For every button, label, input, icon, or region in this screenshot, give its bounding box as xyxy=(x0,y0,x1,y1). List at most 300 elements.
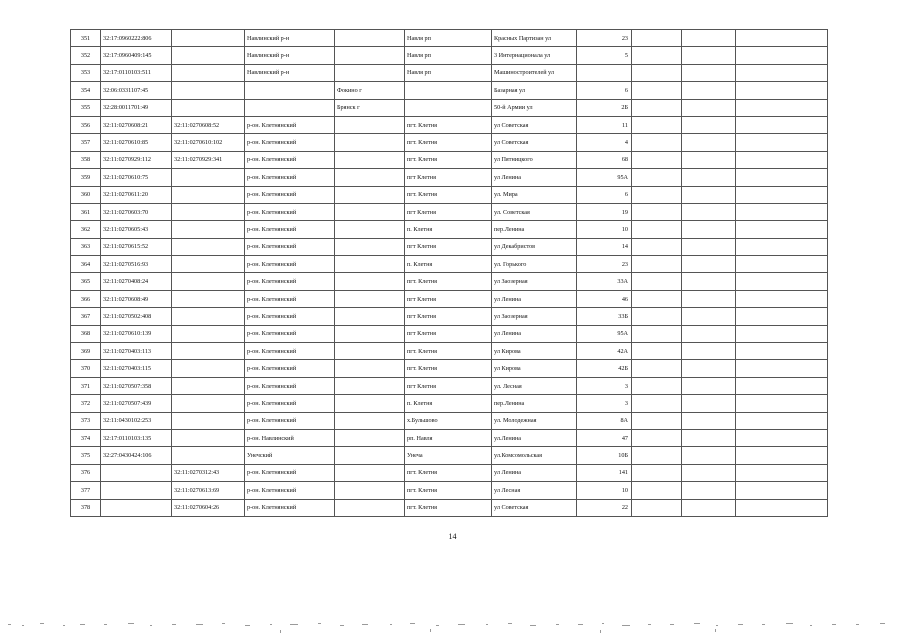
street-cell: ул. Лесная xyxy=(492,377,577,394)
parent-cadastral-number-cell: 32:11:0270608:52 xyxy=(172,116,245,133)
parent-cadastral-number-cell xyxy=(172,308,245,325)
city-cell xyxy=(335,186,405,203)
cadastral-number-cell: 32:28:0011701:49 xyxy=(101,99,172,116)
extra-col-a-cell xyxy=(632,134,682,151)
extra-col-c-cell xyxy=(736,151,828,168)
extra-col-b-cell xyxy=(682,256,736,273)
extra-col-b-cell xyxy=(682,377,736,394)
extra-col-a-cell xyxy=(632,99,682,116)
district-cell: р-он. Клетнянский xyxy=(245,360,335,377)
parent-cadastral-number-cell xyxy=(172,82,245,99)
table-row xyxy=(71,464,828,481)
city-cell xyxy=(335,47,405,64)
settlement-cell: Навля рп xyxy=(405,47,492,64)
district-cell: р-он. Клетнянский xyxy=(245,308,335,325)
extra-col-a-cell xyxy=(632,429,682,446)
extra-col-c-cell xyxy=(736,169,828,186)
city-cell xyxy=(335,429,405,446)
extra-col-a-cell xyxy=(632,116,682,133)
parent-cadastral-number-cell: 32:11:0270312:43 xyxy=(172,464,245,481)
table-row xyxy=(71,47,828,64)
table-row xyxy=(71,482,828,499)
extra-col-a-cell xyxy=(632,30,682,47)
extra-col-b-cell xyxy=(682,325,736,342)
row-number-cell: 362 xyxy=(71,221,101,238)
cadastral-number-cell: 32:11:0430102:253 xyxy=(101,412,172,429)
extra-col-a-cell xyxy=(632,169,682,186)
table-row xyxy=(71,429,828,446)
house-number-cell: 47 xyxy=(577,429,632,446)
extra-col-c-cell xyxy=(736,47,828,64)
table-row xyxy=(71,325,828,342)
street-cell: ул.Ленина xyxy=(492,429,577,446)
settlement-cell: пгт Клетня xyxy=(405,377,492,394)
extra-col-c-cell xyxy=(736,116,828,133)
house-number-cell: 3 xyxy=(577,395,632,412)
settlement-cell: х.Бульшово xyxy=(405,412,492,429)
extra-col-c-cell xyxy=(736,412,828,429)
house-number-cell: 42Б xyxy=(577,360,632,377)
street-cell: ул Декабристов xyxy=(492,238,577,255)
settlement-cell: п. Клетня xyxy=(405,221,492,238)
house-number-cell: 10 xyxy=(577,482,632,499)
street-cell: ул Советская xyxy=(492,116,577,133)
extra-col-a-cell xyxy=(632,64,682,81)
row-number-cell: 374 xyxy=(71,429,101,446)
extra-col-a-cell xyxy=(632,499,682,516)
settlement-cell: пгт. Клетня xyxy=(405,134,492,151)
settlement-cell: пгт. Клетня xyxy=(405,186,492,203)
parent-cadastral-number-cell: 32:11:0270604:26 xyxy=(172,499,245,516)
city-cell xyxy=(335,482,405,499)
extra-col-a-cell xyxy=(632,273,682,290)
settlement-cell: пгт. Клетня xyxy=(405,499,492,516)
cadastral-number-cell: 32:17:0960409:145 xyxy=(101,47,172,64)
city-cell xyxy=(335,325,405,342)
street-cell: ул. Молодежная xyxy=(492,412,577,429)
settlement-cell: пгт Клетня xyxy=(405,169,492,186)
extra-col-a-cell xyxy=(632,482,682,499)
house-number-cell: 6 xyxy=(577,82,632,99)
street-cell: ул. Советская xyxy=(492,203,577,220)
extra-col-a-cell xyxy=(632,377,682,394)
house-number-cell: 5 xyxy=(577,47,632,64)
cadastral-number-cell: 32:17:0960222:806 xyxy=(101,30,172,47)
settlement-cell: пгт. Клетня xyxy=(405,482,492,499)
settlement-cell xyxy=(405,82,492,99)
row-number-cell: 351 xyxy=(71,30,101,47)
settlement-cell: пгт. Клетня xyxy=(405,151,492,168)
extra-col-c-cell xyxy=(736,186,828,203)
street-cell: ул Кирова xyxy=(492,343,577,360)
table-row xyxy=(71,134,828,151)
extra-col-a-cell xyxy=(632,186,682,203)
street-cell: ул Лесная xyxy=(492,482,577,499)
street-cell: 50-й Армии ул xyxy=(492,99,577,116)
parent-cadastral-number-cell xyxy=(172,99,245,116)
city-cell xyxy=(335,116,405,133)
parent-cadastral-number-cell xyxy=(172,377,245,394)
house-number-cell: 22 xyxy=(577,499,632,516)
street-cell: 3 Интернационала ул xyxy=(492,47,577,64)
extra-col-c-cell xyxy=(736,325,828,342)
settlement-cell: пгт Клетня xyxy=(405,203,492,220)
settlement-cell: пгт. Клетня xyxy=(405,360,492,377)
parent-cadastral-number-cell xyxy=(172,47,245,64)
house-number-cell: 141 xyxy=(577,464,632,481)
table-row xyxy=(71,151,828,168)
cadastral-number-cell: 32:11:0270611:20 xyxy=(101,186,172,203)
extra-col-b-cell xyxy=(682,47,736,64)
district-cell: р-он. Клетнянский xyxy=(245,186,335,203)
row-number-cell: 356 xyxy=(71,116,101,133)
extra-col-c-cell xyxy=(736,134,828,151)
extra-col-b-cell xyxy=(682,360,736,377)
extra-col-c-cell xyxy=(736,499,828,516)
row-number-cell: 366 xyxy=(71,290,101,307)
district-cell: р-он. Клетнянский xyxy=(245,238,335,255)
district-cell: р-он. Клетнянский xyxy=(245,221,335,238)
settlement-cell: п. Клетня xyxy=(405,395,492,412)
settlement-cell: п. Клетня xyxy=(405,256,492,273)
table-row xyxy=(71,447,828,464)
row-number-cell: 373 xyxy=(71,412,101,429)
district-cell: р-он. Клетнянский xyxy=(245,325,335,342)
extra-col-c-cell xyxy=(736,343,828,360)
row-number-cell: 372 xyxy=(71,395,101,412)
street-cell: ул Пятницкого xyxy=(492,151,577,168)
extra-col-c-cell xyxy=(736,203,828,220)
extra-col-c-cell xyxy=(736,30,828,47)
street-cell: ул Ленина xyxy=(492,464,577,481)
parent-cadastral-number-cell: 32:11:0270613:69 xyxy=(172,482,245,499)
cadastral-number-cell: 32:17:0110103:511 xyxy=(101,64,172,81)
table-row xyxy=(71,343,828,360)
parent-cadastral-number-cell xyxy=(172,30,245,47)
city-cell xyxy=(335,290,405,307)
parent-cadastral-number-cell xyxy=(172,256,245,273)
extra-col-c-cell xyxy=(736,256,828,273)
district-cell: р-он. Клетнянский xyxy=(245,116,335,133)
city-cell xyxy=(335,238,405,255)
cadastral-number-cell: 32:11:0270403:113 xyxy=(101,343,172,360)
table-row xyxy=(71,203,828,220)
table-row xyxy=(71,377,828,394)
parent-cadastral-number-cell xyxy=(172,447,245,464)
street-cell: ул Ленина xyxy=(492,169,577,186)
extra-col-c-cell xyxy=(736,395,828,412)
street-cell: ул.Комсомольская xyxy=(492,447,577,464)
page-number: 14 xyxy=(448,532,457,541)
settlement-cell: пгт Клетня xyxy=(405,325,492,342)
house-number-cell xyxy=(577,64,632,81)
district-cell xyxy=(245,99,335,116)
city-cell xyxy=(335,412,405,429)
row-number-cell: 365 xyxy=(71,273,101,290)
extra-col-a-cell xyxy=(632,412,682,429)
extra-col-a-cell xyxy=(632,151,682,168)
street-cell: ул Ленина xyxy=(492,325,577,342)
cadastral-number-cell: 32:11:0270507:358 xyxy=(101,377,172,394)
district-cell: р-он. Клетнянский xyxy=(245,464,335,481)
extra-col-b-cell xyxy=(682,134,736,151)
cadastral-number-cell: 32:11:0270608:21 xyxy=(101,116,172,133)
extra-col-b-cell xyxy=(682,82,736,99)
extra-col-c-cell xyxy=(736,290,828,307)
parent-cadastral-number-cell xyxy=(172,238,245,255)
parent-cadastral-number-cell xyxy=(172,203,245,220)
parent-cadastral-number-cell xyxy=(172,412,245,429)
extra-col-b-cell xyxy=(682,203,736,220)
parent-cadastral-number-cell xyxy=(172,395,245,412)
row-number-cell: 377 xyxy=(71,482,101,499)
row-number-cell: 376 xyxy=(71,464,101,481)
scan-artifact-strip xyxy=(0,618,905,636)
row-number-cell: 369 xyxy=(71,343,101,360)
district-cell xyxy=(245,82,335,99)
settlement-cell: пгт. Клетня xyxy=(405,464,492,481)
street-cell: Машиностроителей ул xyxy=(492,64,577,81)
street-cell: пер.Ленина xyxy=(492,395,577,412)
district-cell: р-он. Клетнянский xyxy=(245,256,335,273)
extra-col-c-cell xyxy=(736,447,828,464)
district-cell: р-он. Клетнянский xyxy=(245,343,335,360)
street-cell: ул Заозерная xyxy=(492,308,577,325)
cadastral-number-cell: 32:06:0331107:45 xyxy=(101,82,172,99)
extra-col-c-cell xyxy=(736,464,828,481)
city-cell xyxy=(335,499,405,516)
table-row xyxy=(71,116,828,133)
city-cell xyxy=(335,464,405,481)
table-row xyxy=(71,238,828,255)
extra-col-b-cell xyxy=(682,343,736,360)
row-number-cell: 353 xyxy=(71,64,101,81)
parent-cadastral-number-cell xyxy=(172,290,245,307)
extra-col-b-cell xyxy=(682,429,736,446)
extra-col-b-cell xyxy=(682,447,736,464)
extra-col-a-cell xyxy=(632,325,682,342)
cadastral-number-cell: 32:11:0270403:115 xyxy=(101,360,172,377)
city-cell xyxy=(335,134,405,151)
district-cell: Навлинский р-н xyxy=(245,64,335,81)
house-number-cell: 95А xyxy=(577,325,632,342)
settlement-cell: Навля рп xyxy=(405,64,492,81)
parent-cadastral-number-cell xyxy=(172,221,245,238)
extra-col-c-cell xyxy=(736,482,828,499)
district-cell: р-он. Навлинский xyxy=(245,429,335,446)
row-number-cell: 358 xyxy=(71,151,101,168)
district-cell: р-он. Клетнянский xyxy=(245,290,335,307)
parent-cadastral-number-cell xyxy=(172,273,245,290)
extra-col-c-cell xyxy=(736,64,828,81)
cadastral-number-cell: 32:11:0270610:85 xyxy=(101,134,172,151)
extra-col-b-cell xyxy=(682,169,736,186)
city-cell xyxy=(335,360,405,377)
extra-col-a-cell xyxy=(632,360,682,377)
row-number-cell: 360 xyxy=(71,186,101,203)
district-cell: р-он. Клетнянский xyxy=(245,273,335,290)
extra-col-b-cell xyxy=(682,151,736,168)
house-number-cell: 95А xyxy=(577,169,632,186)
row-number-cell: 364 xyxy=(71,256,101,273)
table-row xyxy=(71,290,828,307)
city-cell xyxy=(335,221,405,238)
cadastral-number-cell xyxy=(101,499,172,516)
house-number-cell: 19 xyxy=(577,203,632,220)
row-number-cell: 370 xyxy=(71,360,101,377)
street-cell: ул. Горького xyxy=(492,256,577,273)
table-row xyxy=(71,64,828,81)
extra-col-c-cell xyxy=(736,221,828,238)
settlement-cell: Унеча xyxy=(405,447,492,464)
register-table xyxy=(70,29,828,517)
settlement-cell: пгт. Клетня xyxy=(405,273,492,290)
parent-cadastral-number-cell: 32:11:0270929:341 xyxy=(172,151,245,168)
house-number-cell: 6 xyxy=(577,186,632,203)
house-number-cell: 42А xyxy=(577,343,632,360)
extra-col-c-cell xyxy=(736,99,828,116)
row-number-cell: 352 xyxy=(71,47,101,64)
parent-cadastral-number-cell xyxy=(172,343,245,360)
city-cell xyxy=(335,169,405,186)
house-number-cell: 33Б xyxy=(577,308,632,325)
extra-col-b-cell xyxy=(682,499,736,516)
house-number-cell: 4 xyxy=(577,134,632,151)
house-number-cell: 14 xyxy=(577,238,632,255)
city-cell xyxy=(335,30,405,47)
settlement-cell: пгт Клетня xyxy=(405,290,492,307)
extra-col-b-cell xyxy=(682,395,736,412)
district-cell: р-он. Клетнянский xyxy=(245,395,335,412)
district-cell: р-он. Клетнянский xyxy=(245,499,335,516)
cadastral-number-cell: 32:11:0270610:75 xyxy=(101,169,172,186)
city-cell xyxy=(335,203,405,220)
city-cell xyxy=(335,151,405,168)
table-row xyxy=(71,412,828,429)
city-cell xyxy=(335,377,405,394)
parent-cadastral-number-cell xyxy=(172,186,245,203)
table-row xyxy=(71,499,828,516)
extra-col-a-cell xyxy=(632,238,682,255)
cadastral-number-cell: 32:11:0270502:408 xyxy=(101,308,172,325)
table-row xyxy=(71,221,828,238)
settlement-cell: рп. Навля xyxy=(405,429,492,446)
extra-col-a-cell xyxy=(632,395,682,412)
row-number-cell: 375 xyxy=(71,447,101,464)
table-row xyxy=(71,30,828,47)
table-row xyxy=(71,186,828,203)
parent-cadastral-number-cell: 32:11:0270610:102 xyxy=(172,134,245,151)
extra-col-a-cell xyxy=(632,256,682,273)
city-cell xyxy=(335,308,405,325)
extra-col-a-cell xyxy=(632,221,682,238)
street-cell: ул Кирова xyxy=(492,360,577,377)
table-row xyxy=(71,82,828,99)
table-body xyxy=(71,30,828,517)
city-cell xyxy=(335,447,405,464)
extra-col-c-cell xyxy=(736,308,828,325)
extra-col-b-cell xyxy=(682,290,736,307)
extra-col-b-cell xyxy=(682,238,736,255)
house-number-cell: 23 xyxy=(577,30,632,47)
settlement-cell: пгт. Клетня xyxy=(405,343,492,360)
district-cell: Навлинский р-н xyxy=(245,30,335,47)
cadastral-number-cell: 32:11:0270929:112 xyxy=(101,151,172,168)
extra-col-a-cell xyxy=(632,290,682,307)
row-number-cell: 359 xyxy=(71,169,101,186)
row-number-cell: 361 xyxy=(71,203,101,220)
row-number-cell: 363 xyxy=(71,238,101,255)
extra-col-b-cell xyxy=(682,186,736,203)
cadastral-number-cell: 32:11:0270516:93 xyxy=(101,256,172,273)
scan-speckles xyxy=(8,623,885,633)
settlement-cell: Навля рп xyxy=(405,30,492,47)
street-cell: ул Советская xyxy=(492,134,577,151)
street-cell: Красных Партизан ул xyxy=(492,30,577,47)
parent-cadastral-number-cell xyxy=(172,169,245,186)
house-number-cell: 10 xyxy=(577,221,632,238)
house-number-cell: 11 xyxy=(577,116,632,133)
house-number-cell: 33А xyxy=(577,273,632,290)
city-cell xyxy=(335,64,405,81)
district-cell: р-он. Клетнянский xyxy=(245,134,335,151)
settlement-cell: пгт Клетня xyxy=(405,238,492,255)
cadastral-number-cell: 32:11:0270603:70 xyxy=(101,203,172,220)
extra-col-c-cell xyxy=(736,360,828,377)
extra-col-b-cell xyxy=(682,464,736,481)
extra-col-c-cell xyxy=(736,82,828,99)
settlement-cell: пгт Клетня xyxy=(405,308,492,325)
city-cell: Фокино г xyxy=(335,82,405,99)
extra-col-b-cell xyxy=(682,308,736,325)
city-cell xyxy=(335,343,405,360)
extra-col-a-cell xyxy=(632,203,682,220)
city-cell xyxy=(335,273,405,290)
extra-col-a-cell xyxy=(632,447,682,464)
street-cell: ул Заозерная xyxy=(492,273,577,290)
street-cell: ул. Мира xyxy=(492,186,577,203)
extra-col-c-cell xyxy=(736,429,828,446)
settlement-cell xyxy=(405,99,492,116)
table-row xyxy=(71,273,828,290)
parent-cadastral-number-cell xyxy=(172,64,245,81)
extra-col-a-cell xyxy=(632,343,682,360)
extra-col-b-cell xyxy=(682,412,736,429)
table-row xyxy=(71,99,828,116)
extra-col-b-cell xyxy=(682,99,736,116)
house-number-cell: 23 xyxy=(577,256,632,273)
table-row xyxy=(71,395,828,412)
row-number-cell: 378 xyxy=(71,499,101,516)
street-cell: Базарная ул xyxy=(492,82,577,99)
cadastral-number-cell: 32:11:0270608:49 xyxy=(101,290,172,307)
district-cell: р-он. Клетнянский xyxy=(245,151,335,168)
row-number-cell: 357 xyxy=(71,134,101,151)
district-cell: р-он. Клетнянский xyxy=(245,377,335,394)
district-cell: Унечский xyxy=(245,447,335,464)
extra-col-b-cell xyxy=(682,482,736,499)
street-cell: ул Советская xyxy=(492,499,577,516)
district-cell: р-он. Клетнянский xyxy=(245,203,335,220)
house-number-cell: 46 xyxy=(577,290,632,307)
street-cell: ул Ленина xyxy=(492,290,577,307)
cadastral-number-cell xyxy=(101,482,172,499)
row-number-cell: 355 xyxy=(71,99,101,116)
extra-col-c-cell xyxy=(736,238,828,255)
extra-col-c-cell xyxy=(736,273,828,290)
cadastral-number-cell: 32:17:0110103:135 xyxy=(101,429,172,446)
street-cell: пер.Ленина xyxy=(492,221,577,238)
